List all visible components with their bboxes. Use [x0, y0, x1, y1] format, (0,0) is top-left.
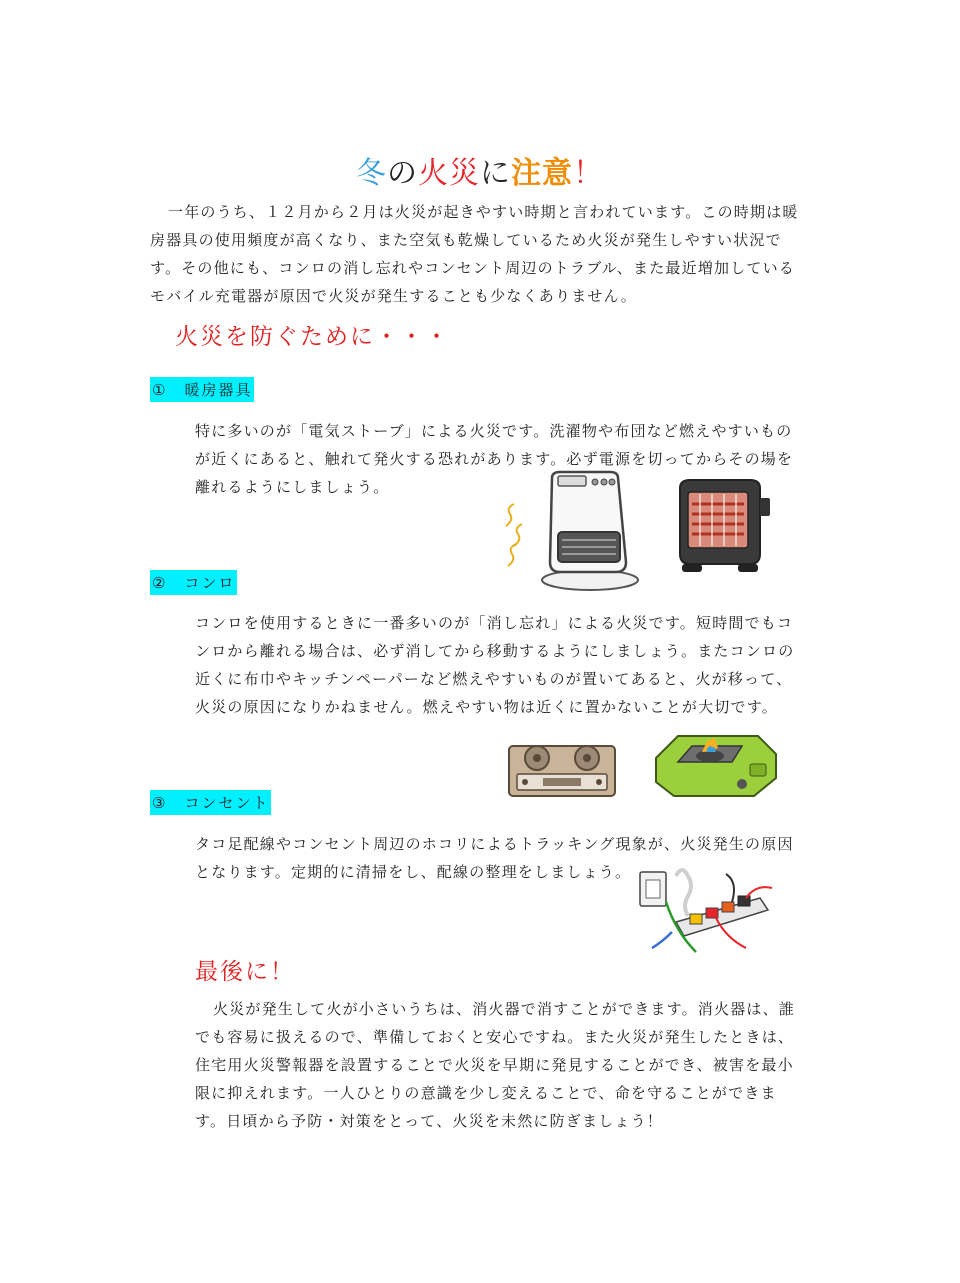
page-title	[0, 148, 960, 192]
section-text-stove: コンロを使用するときに一番多いのが「消し忘れ」による火災です。短時間でもコンロから離れる場合は、必ず消してから移動するようにしましょう。またコンロの近くに布巾やキッチンペーパーなど燃えやすいものが置いてあると、火が移って、火災の原因になりかねません。燃えやすい物は近くに置かないことが大切です。	[195, 614, 795, 716]
final-paragraph: 火災が発生して火が小さいうちは、消火器で消すことができます。消火器は、誰でも容易に扱えるので、準備しておくと安心ですね。また火災が発生したときは、住宅用火災警報器を設置することで火災を早期に発見することができ、被害を最小限に抑えれます。一人ひとりの意識を少し変えることで、命を守ることができます。日頃から予防・対策をとって、火災を未然に防ぎましょう！	[195, 1000, 796, 1130]
title-ni: に	[480, 156, 511, 191]
final-heading: 最後に！	[195, 959, 295, 985]
section-label-heater: ① 暖房器具	[150, 377, 254, 402]
intro-paragraph: 一年のうち、１２月から２月は火災が起きやすい時期と言われています。この時期は暖房器具の使用頻度が高くなり、また空気も乾燥しているため火災が発生しやすい状況です。その他にも、コンロの消し忘れやコンセント周辺のトラブル、また最近増加しているモバイル充電器が原因で火災が発生することも少なくありません。	[150, 203, 799, 305]
electric-heater-icon	[668, 478, 773, 578]
title-exclamation: ！	[573, 156, 604, 191]
fan-heater-icon	[500, 468, 645, 596]
section-text-outlet: タコ足配線やコンセント周辺のホコリによるトラッキング現象が、火災発生の原因となります。定期的に清掃をし、配線の整理をしましょう。	[195, 835, 794, 881]
gas-stove-icon	[505, 738, 620, 800]
title-winter: 冬	[356, 156, 387, 191]
title-no: の	[387, 156, 418, 191]
title-caution: 注意	[511, 156, 573, 191]
title-fire: 火災	[418, 156, 480, 191]
portable-stove-icon	[650, 728, 780, 800]
power-strip-icon	[636, 862, 776, 960]
section-text-heater: 特に多いのが「電気ストーブ」による火災です。洗濯物や布団など燃えやすいものが近くにあると、触れて発火する恐れがあります。必ず電源を切ってからその場を離れるようにしましょう。	[195, 422, 794, 496]
prevention-heading: 火災を防ぐために・・・	[175, 324, 450, 350]
section-label-outlet: ③ コンセント	[150, 790, 271, 815]
section-label-stove: ② コンロ	[150, 570, 237, 595]
